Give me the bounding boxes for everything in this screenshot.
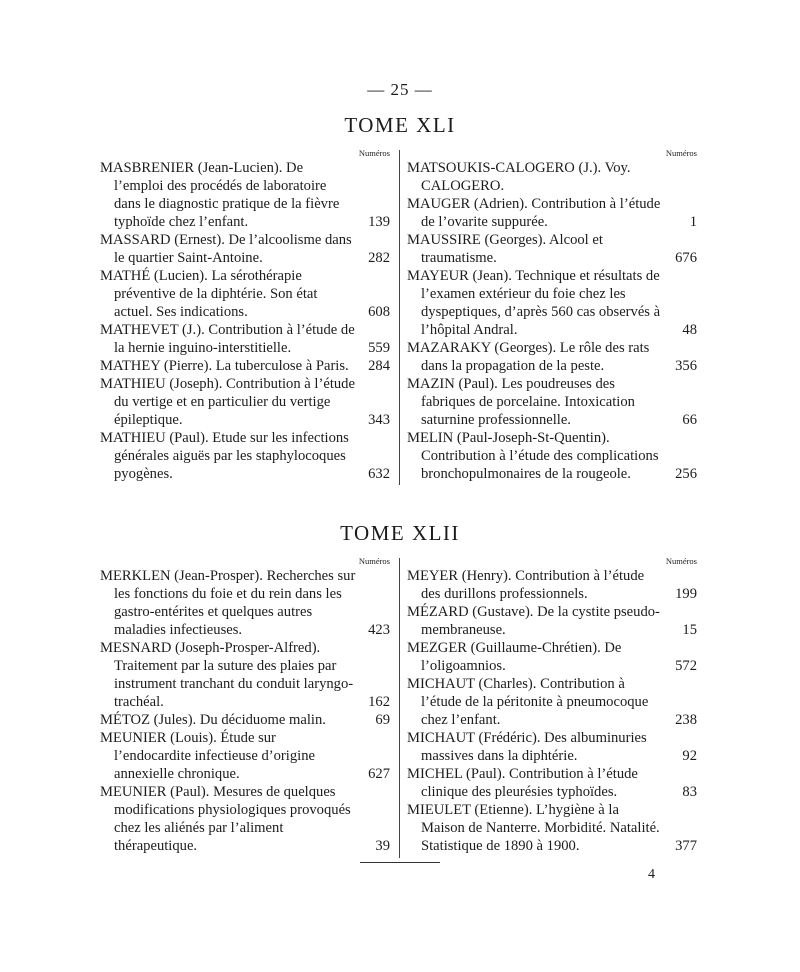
column-divider [399, 150, 400, 485]
tome-xlii-right-column [407, 556, 697, 855]
entry-text: MERKLEN (Jean-Prosper). Recherches sur les fonctions du foie et du rein dans les gastro-entérites et quelques autres maladies infectieuses. [100, 568, 356, 638]
tome-xli-right-column [407, 148, 697, 483]
entry-text: MAYEUR (Jean). Technique et résultats de l’examen extérieur du foie chez les dyspeptiques, d’après 560 cas observés à l’hôpital Andral. [407, 268, 661, 338]
entry-number: 377 [675, 838, 697, 854]
index-entry [100, 567, 390, 639]
entry-number: 15 [682, 622, 697, 638]
entry-number: 162 [368, 694, 390, 710]
entry-text: MEUNIER (Louis). Étude sur l’endocardite infectieuse d’origine annexielle chronique. [100, 730, 315, 782]
index-entry [407, 375, 697, 429]
numeros-column-header: Numéros [665, 148, 697, 158]
entry-number: 356 [675, 358, 697, 374]
entry-text: MAUGER (Adrien). Contribution à l’étude de l’ovarite suppurée. [407, 196, 661, 230]
index-entry [100, 321, 390, 357]
index-entry [407, 339, 697, 375]
index-entry [407, 801, 697, 855]
entry-number: 284 [368, 358, 390, 374]
page-number: — 25 — [367, 80, 433, 99]
column-divider [399, 558, 400, 858]
entry-text: MATSOUKIS-CALOGERO (J.). Voy. CALOGERO. [407, 160, 631, 194]
tome-xlii-left-column [100, 556, 390, 855]
entry-text: MATHÉ (Lucien). La sérothérapie préventive de la diphtérie. Son état actuel. Ses indications. [100, 268, 318, 320]
index-entry [100, 357, 390, 375]
entry-number: 66 [682, 412, 697, 428]
index-entry [407, 159, 697, 195]
entry-number: 343 [368, 412, 390, 428]
footer-signature-mark: 4 [648, 867, 655, 882]
entry-number: 139 [368, 214, 390, 230]
index-entry [407, 231, 697, 267]
entry-text: MAUSSIRE (Georges). Alcool et traumatisme. [407, 232, 603, 266]
entry-text: MAZIN (Paul). Les poudreuses des fabriques de porcelaine. Intoxication saturnine professionnelle. [407, 376, 635, 428]
index-entry [100, 711, 390, 729]
index-entry [407, 195, 697, 231]
entry-number: 632 [368, 466, 390, 482]
index-entry [407, 729, 697, 765]
entry-number: 282 [368, 250, 390, 266]
entry-text: MICHEL (Paul). Contribution à l’étude clinique des pleurésies typhoïdes. [407, 766, 638, 800]
entry-text: MEZGER (Guillaume-Chrétien). De l’oligoamnios. [407, 640, 622, 674]
index-entry [407, 267, 697, 339]
index-entry [407, 429, 697, 483]
entry-text: MATHEVET (J.). Contribution à l’étude de la hernie inguino-interstitielle. [100, 322, 355, 356]
entry-number: 608 [368, 304, 390, 320]
index-entry [100, 729, 390, 783]
entry-number: 238 [675, 712, 697, 728]
index-entry [407, 639, 697, 675]
numeros-column-header: Numéros [358, 148, 390, 158]
index-entry [100, 159, 390, 231]
entry-number: 69 [375, 712, 390, 728]
entry-number: 676 [675, 250, 697, 266]
index-entry [407, 567, 697, 603]
entry-number: 256 [675, 466, 697, 482]
entry-text: MASBRENIER (Jean-Lucien). De l’emploi des procédés de laboratoire dans le diagnostic pratique de la fièvre typhoïde chez l’enfant. [100, 160, 340, 230]
entry-number: 423 [368, 622, 390, 638]
entry-text: MICHAUT (Charles). Contribution à l’étude de la péritonite à pneumocoque chez l’enfant. [407, 676, 649, 728]
section-title-tome-xli: TOME XLI [344, 113, 456, 137]
entry-text: MATHIEU (Paul). Etude sur les infections générales aiguës par les staphylocoques pyogènes. [100, 430, 349, 482]
index-entry [100, 639, 390, 711]
footer-rule [360, 862, 440, 863]
entry-number: 1 [689, 214, 697, 230]
entry-number: 199 [675, 586, 697, 602]
entry-text: MATHIEU (Joseph). Contribution à l’étude du vertige et en particulier du vertige épileptique. [100, 376, 355, 428]
entry-text: MESNARD (Joseph-Prosper-Alfred). Traitement par la suture des plaies par instrument tranchant du conduit laryngo-trachéal. [100, 640, 354, 710]
entry-text: MIEULET (Etienne). L’hygiène à la Maison de Nanterre. Morbidité. Natalité. Statistique de 1890 à 1900. [407, 802, 660, 854]
numeros-column-header: Numéros [665, 556, 697, 566]
entry-text: MÉTOZ (Jules). Du déciduome malin. [100, 712, 326, 728]
entry-number: 572 [675, 658, 697, 674]
entry-number: 627 [368, 766, 390, 782]
entry-number: 48 [682, 322, 697, 338]
entry-text: MAZARAKY (Georges). Le rôle des rats dans la propagation de la peste. [407, 340, 650, 374]
index-entry [407, 765, 697, 801]
entry-number: 83 [682, 784, 697, 800]
index-entry [100, 783, 390, 855]
entry-number: 92 [682, 748, 697, 764]
entry-number: 559 [368, 340, 390, 356]
index-entry [100, 429, 390, 483]
index-entry [100, 267, 390, 321]
entry-text: MEYER (Henry). Contribution à l’étude des durillons professionnels. [407, 568, 645, 602]
section-title-tome-xlii: TOME XLII [340, 521, 460, 545]
index-entry [407, 603, 697, 639]
entry-text: MATHEY (Pierre). La tuberculose à Paris. [100, 358, 349, 374]
index-entry [407, 675, 697, 729]
entry-text: MELIN (Paul-Joseph-St-Quentin). Contribution à l’étude des complications bronchopulmonaires de la rougeole. [407, 430, 659, 482]
entry-text: MÉZARD (Gustave). De la cystite pseudo-membraneuse. [407, 604, 660, 638]
index-entry [100, 231, 390, 267]
tome-xli-left-column [100, 148, 390, 483]
index-entry [100, 375, 390, 429]
numeros-column-header: Numéros [358, 556, 390, 566]
entry-text: MICHAUT (Frédéric). Des albuminuries massives dans la diphtérie. [407, 730, 647, 764]
entry-number: 39 [375, 838, 390, 854]
entry-text: MEUNIER (Paul). Mesures de quelques modifications physiologiques provoqués chez les aliénés par l’aliment thérapeutique. [100, 784, 351, 854]
entry-text: MASSARD (Ernest). De l’alcoolisme dans le quartier Saint-Antoine. [100, 232, 352, 266]
